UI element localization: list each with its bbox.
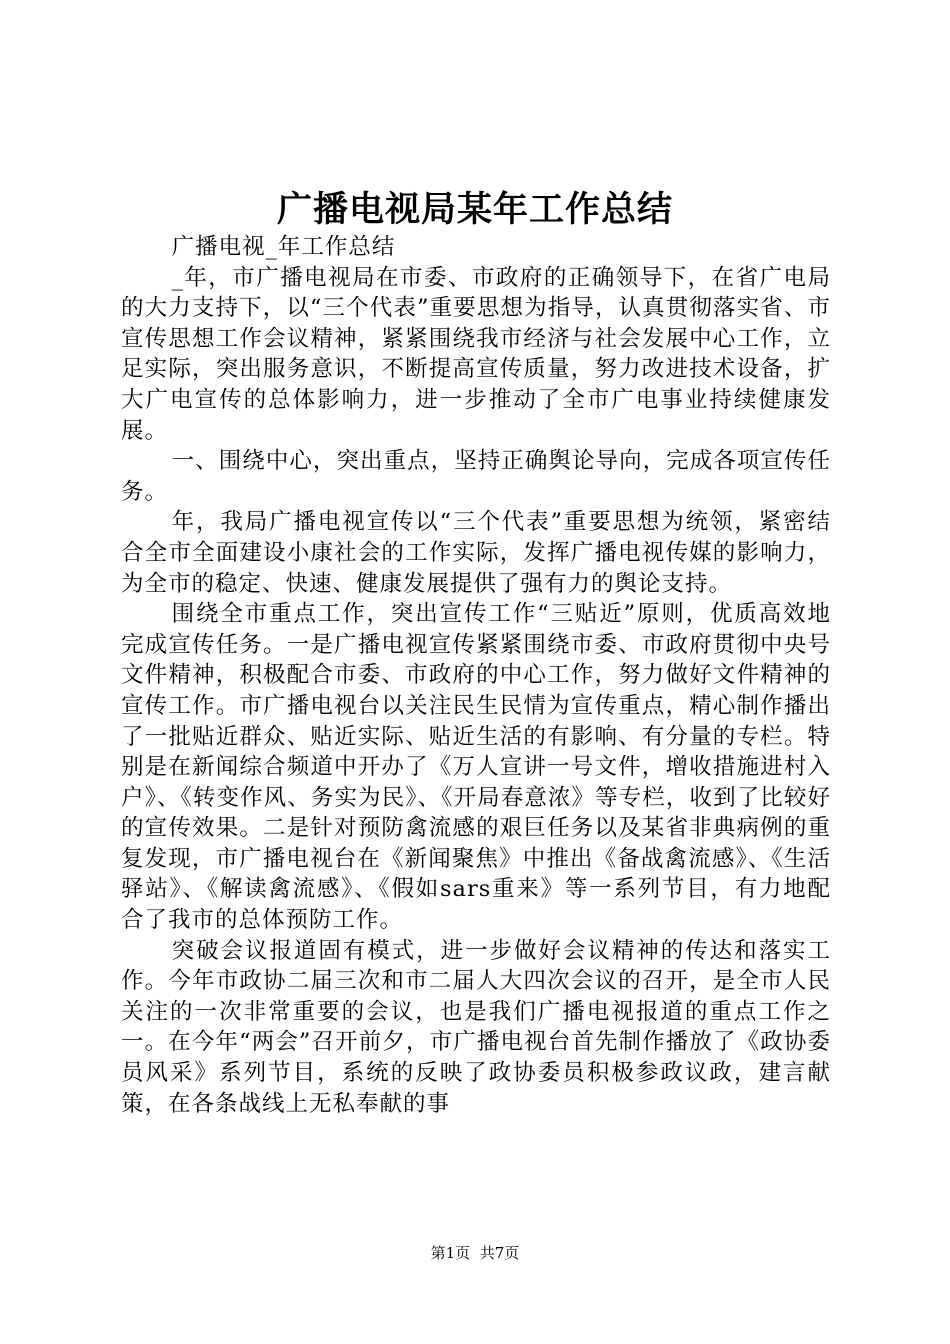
paragraph-subtitle: 广播电视_年工作总结	[171, 234, 396, 260]
paragraph-key-work: 围绕全市重点工作，突出宣传工作“三贴近”原则，优质高效地完成宣传任务。一是广播电视宣传紧紧围绕市委、市政府贯彻中央号文件精神，积极配合市委、市政府的中心工作，努力做好文件精神的宣传工作。市广播电视台以关注民生民情为宣传重点，精心制作播出了一批贴近群众、贴近实际、贴近生活的有影响、有分量的专栏。特别是在新闻综合频道中开办了《万人宣讲一号文件，增收措施进村入户》、《转变作风、务实为民》、《开局春意浓》等专栏，收到了比较好的宣传效果。二是针对预防禽流感的艰巨任务以及某省非典病例的重复发现，市广播电视台在《新闻聚焦》中推出《备战禽流感》、《生活驿站》、《解读禽流感》、《假如sars重来》等一系列节目，有力地配合了我市的总体预防工作。	[121, 601, 831, 934]
page-total: 共7页	[479, 1244, 520, 1262]
document-title: 广播电视局某年工作总结	[276, 189, 673, 230]
page-footer	[0, 1243, 950, 1263]
paragraph-meeting-coverage: 突破会议报道固有模式，进一步做好会议精神的传达和落实工作。今年市政协二届三次和市二届人大四次会议的召开，是全市人民关注的一次非常重要的会议，也是我们广播电视报道的重点工作之一。在今年“两会”召开前夕，市广播电视台首先制作播放了《政协委员风采》系列节目，系统的反映了政协委员积极参政议政，建言献策，在各条战线上无私奉献的事	[121, 937, 831, 1117]
page-number: 第1页	[430, 1244, 471, 1262]
document-body	[121, 232, 831, 1119]
paragraph-section-heading: 一、围绕中心，突出重点，坚持正确舆论导向，完成各项宣传任务。	[121, 448, 831, 505]
paragraph-intro: _年，市广播电视局在市委、市政府的正确领导下，在省广电局的大力支持下，以“三个代表”重要思想为指导，认真贯彻落实省、市宣传思想工作会议精神，紧紧围绕我市经济与社会发展中心工作，立足实际，突出服务意识，不断提高宣传质量，努力改进技术设备，扩大广电宣传的总体影响力，进一步推动了全市广电事业持续健康发展。	[121, 264, 831, 444]
paragraph-overview: 年，我局广播电视宣传以“三个代表”重要思想为统领，紧密结合全市全面建设小康社会的工作实际，发挥广播电视传媒的影响力，为全市的稳定、快速、健康发展提供了强有力的舆论支持。	[121, 509, 831, 597]
